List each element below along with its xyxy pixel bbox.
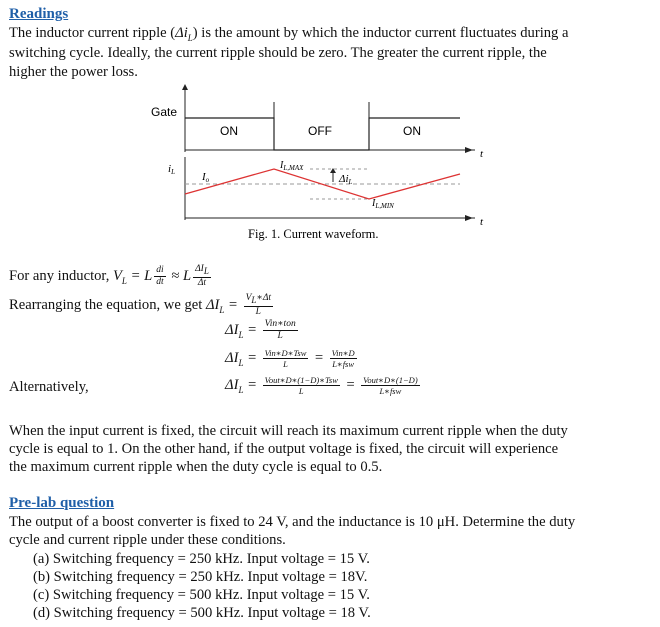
prelab-item-c: (c) Switching frequency = 500 kHz. Input voltage = 15 V. [33,587,370,603]
eq2: $\Delta I_L$ = $\frac{V_L∗\Delta t}{L}$ [205,293,272,317]
readings-line-1-b: ) is the amount by which the inductor current fluctuates during a [192,25,569,41]
current-waveform-figure [140,82,500,242]
il-max-label: $I_{L,MAX}$ [280,160,304,172]
il-min-label: $I_{L,MIN}$ [372,198,394,210]
readings-line-3: higher the power loss. [9,64,138,80]
t-label-2: t [480,216,484,228]
readings-line-1-a: The inductor current ripple ( [9,25,176,41]
off-label: OFF [308,124,332,138]
conclusion-line-2: cycle is equal to 1. On the other hand, if the output voltage is fixed, the circuit will experience [9,441,559,457]
eq3: $\Delta I_L$ = $\frac{\text{Vin∗ton}}{L}$ [225,319,296,341]
prelab-item-a: (a) Switching frequency = 250 kHz. Input voltage = 15 V. [33,551,370,567]
io-label: Io [202,171,210,184]
alternatively-label: Alternatively, [9,379,89,395]
conclusion-line-3: the maximum current ripple when the duty cycle is equal to 0.5. [9,459,383,475]
eq-intro-text: For any inductor, [9,267,113,284]
figure-caption: Fig. 1. Current waveform. [248,227,379,241]
equation-line-1 [9,264,213,290]
prelab-line-1: The output of a boost converter is fixed to 24 V, and the inductance is 10 μH. Determine the duty [9,514,576,530]
prelab-heading[interactable]: Pre-lab question [9,495,115,511]
delta-il-symbol: $\Delta i_L$ [175,25,193,43]
equation-line-2 [9,293,275,319]
t-label-1: t [480,148,484,160]
prelab-item-b: (b) Switching frequency = 250 kHz. Input voltage = 18V. [33,569,368,585]
delta-il-label: ΔiL [339,173,353,186]
prelab-line-2: cycle and current ripple under these conditions. [9,532,286,548]
conclusion-line-1: When the input current is fixed, the circuit will reach its maximum current ripple when the duty [9,423,568,439]
on-label-1: ON [220,124,238,138]
readings-line-2: switching cycle. Ideally, the current ripple should be zero. The greater the current ripple, the [9,45,547,61]
readings-heading[interactable]: Readings [9,6,69,22]
on-label-2: ON [403,124,421,138]
eq5: $\Delta I_L$ = $\frac{\text{Vout∗D∗(1−D)∗Tsw}}{L}$ = $\frac{\text{Vout∗D∗(1−D)}}{\text{L∗fsw}}$ [225,375,418,396]
eq-rearranging-text: Rearranging the equation, we get [9,296,206,313]
gate-label: Gate [151,105,178,119]
prelab-item-d: (d) Switching frequency = 500 kHz. Input voltage = 18 V. [33,605,371,621]
eq1: $V_L = L$ $\frac{di}{dt}$ ≈ L $\frac{\Delta I_L}{\Delta t}$ [113,264,209,288]
gate-axis-arrow [182,84,188,90]
il-axis-label: iL [168,163,175,176]
eq4: $\Delta I_L$ = $\frac{\text{Vin∗D∗Tsw}}{L}$ = $\frac{\text{Vin∗D}}{\text{L∗fsw}}$ [225,348,355,369]
